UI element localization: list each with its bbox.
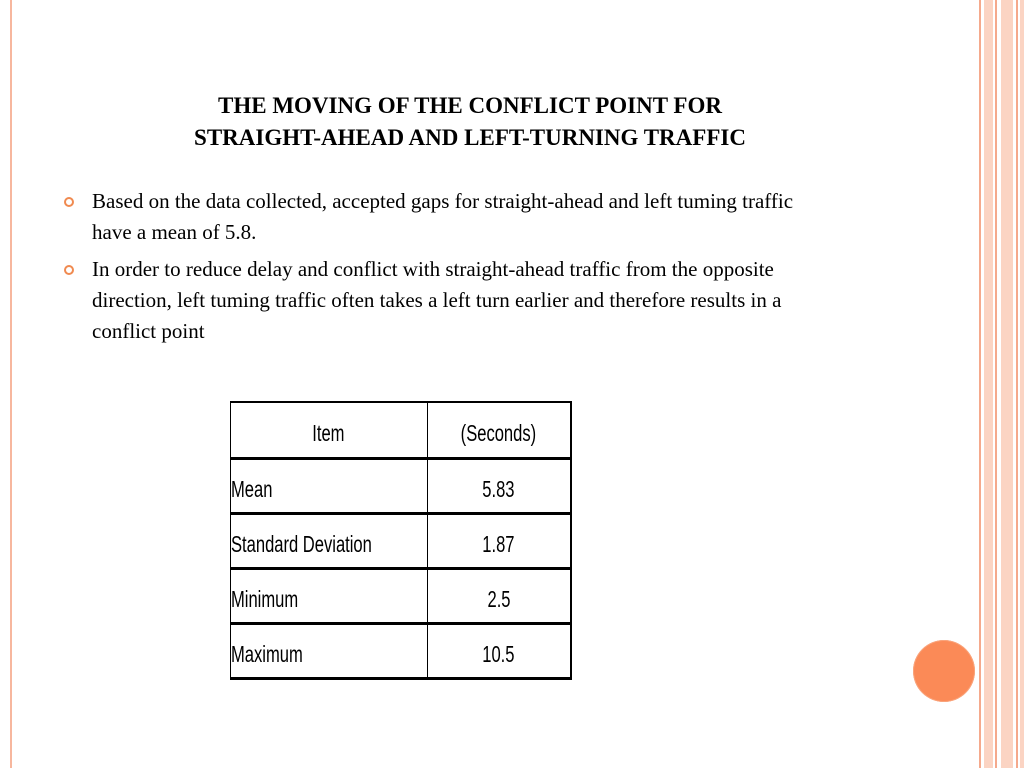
bullet-list xyxy=(62,186,832,353)
right-stripe-decoration xyxy=(984,0,993,768)
table-cell-text: Maximum xyxy=(231,640,303,667)
table-header-text: (Seconds) xyxy=(461,419,537,446)
table-row xyxy=(231,459,572,514)
right-stripe-decoration xyxy=(1016,0,1018,768)
slide-title xyxy=(100,90,840,154)
bullet-text: In order to reduce delay and conflict with straight-ahead traffic from the opposite direction, left tuming traffic often takes a left turn earlier and therefore results in a conflict point xyxy=(92,257,782,343)
table-cell-text: Mean xyxy=(231,475,273,502)
table-cell xyxy=(427,514,571,569)
table-header-row xyxy=(231,402,572,459)
table-row xyxy=(231,569,572,624)
table-header-cell xyxy=(427,402,571,459)
table-cell xyxy=(427,459,571,514)
table-cell xyxy=(427,624,571,679)
table-cell-text: 2.5 xyxy=(487,585,511,612)
right-stripe-decoration xyxy=(995,0,997,768)
statistics-table xyxy=(230,401,572,680)
bullet-item xyxy=(62,186,832,248)
table-cell xyxy=(231,514,428,569)
bullet-ring-icon xyxy=(64,265,74,275)
table-cell-text: 10.5 xyxy=(482,640,515,667)
bullet-ring-icon xyxy=(64,197,74,207)
table-cell xyxy=(427,569,571,624)
table-cell xyxy=(231,569,428,624)
right-stripe-decoration xyxy=(1001,0,1013,768)
slide-title-line-1: THE MOVING OF THE CONFLICT POINT FOR xyxy=(218,93,722,118)
table-header-cell xyxy=(231,402,428,459)
table-cell-text: 1.87 xyxy=(482,530,515,557)
table-header-text: Item xyxy=(312,419,345,446)
bullet-text: Based on the data collected, accepted gaps for straight-ahead and left tuming traffic have a mean of 5.8. xyxy=(92,189,794,244)
decorative-circle xyxy=(913,640,975,702)
table-row xyxy=(231,624,572,679)
right-stripe-decoration xyxy=(1020,0,1024,768)
table-cell-text: Minimum xyxy=(231,585,299,612)
table-cell-text: 5.83 xyxy=(482,475,515,502)
table-row xyxy=(231,514,572,569)
table-cell xyxy=(231,459,428,514)
table-cell xyxy=(231,624,428,679)
bullet-item xyxy=(62,254,832,347)
slide-title-line-2: STRAIGHT-AHEAD AND LEFT-TURNING TRAFFIC xyxy=(194,125,746,150)
left-border-line xyxy=(10,0,12,768)
right-stripe-decoration xyxy=(979,0,981,768)
table-cell-text: Standard Deviation xyxy=(231,530,372,557)
